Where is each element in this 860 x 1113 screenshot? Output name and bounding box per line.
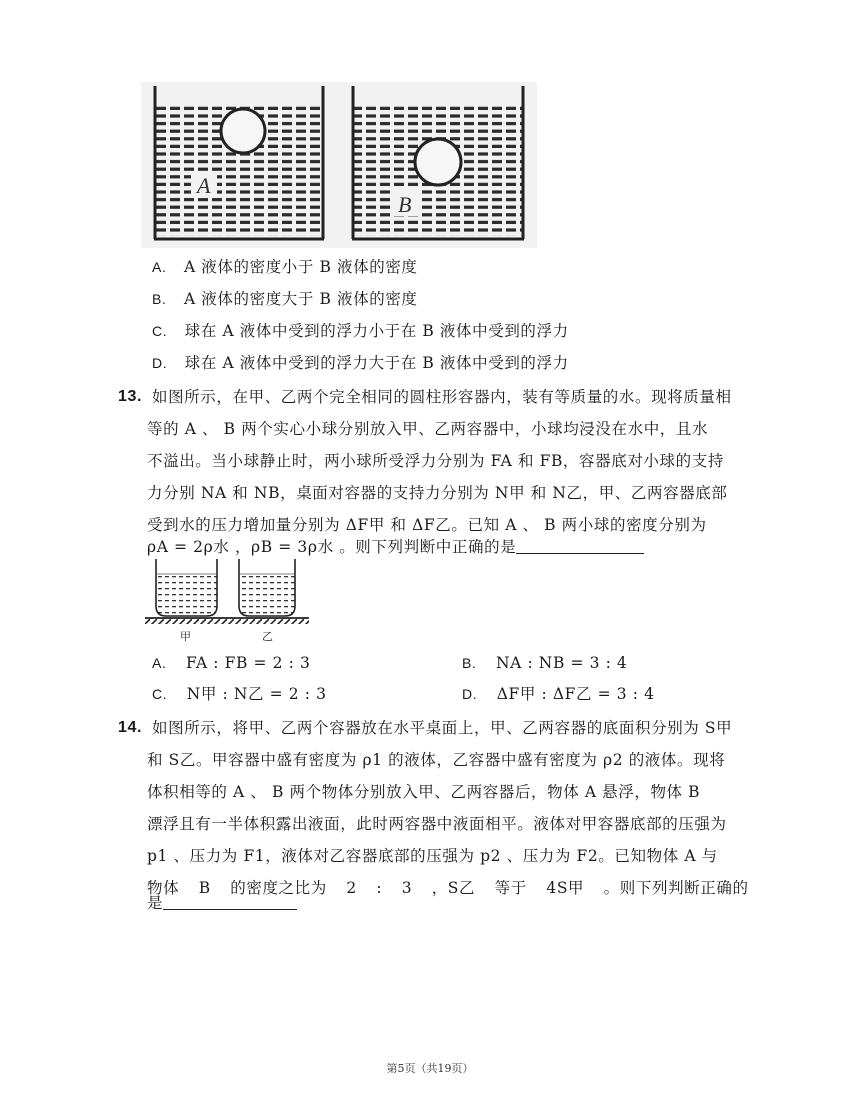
q12-option-a[interactable] (152, 250, 418, 284)
q13-option-a[interactable] (152, 646, 310, 680)
q14-line-5: p1 、压力为 F1，液体对乙容器底部的压强为 p2 、压力为 F2。已知物体 A 与 (147, 847, 718, 865)
answer-blank[interactable] (163, 891, 297, 910)
q13-line-1: 如图所示，在甲、乙两个完全相同的圆柱形容器内，装有等质量的水。现将质量相 (152, 388, 732, 406)
option-text: 球在 A 液体中受到的浮力小于在 B 液体中受到的浮力 (184, 322, 569, 340)
q14-line-7-text: 是 (147, 894, 164, 912)
figure-two-containers-with-balls (141, 82, 537, 248)
table-surface (145, 618, 309, 624)
q13-line-2: 等的 A 、 B 两个实心小球分别放入甲、乙两容器中，小球均浸没在水中，且水 (147, 420, 709, 438)
option-label: A. (152, 259, 167, 275)
option-text: A 液体的密度小于 B 液体的密度 (183, 258, 418, 276)
figure-jia-yi-containers (143, 556, 311, 644)
q14-line-3: 体积相等的 A 、 B 两个物体分别放入甲、乙两容器后，物体 A 悬浮，物体 B (147, 783, 701, 801)
label-b: B (398, 192, 412, 217)
q13-line-4: 力分别 NA 和 NB，桌面对容器的支持力分别为 N甲 和 N乙，甲、乙两容器底部 (147, 484, 728, 502)
q14-line-2: 和 S乙。甲容器中盛有密度为 ρ1 的液体，乙容器中盛有密度为 ρ2 的液体。现将 (147, 751, 726, 769)
q14-line-7 (147, 886, 297, 920)
q12-option-c[interactable] (152, 314, 569, 348)
label-jia: 甲 (180, 630, 191, 643)
option-label: A. (152, 655, 167, 671)
q13-number: 13. (118, 388, 143, 405)
q13-line-5: 受到水的压力增加量分别为 ΔF甲 和 ΔF乙。已知 A 、 B 两小球的密度分别为 (147, 516, 707, 534)
label-a: A (197, 173, 211, 198)
option-text: NA : NB = 3 : 4 (495, 654, 628, 672)
option-text: ΔF甲 : ΔF乙 = 3 : 4 (496, 685, 655, 703)
q12-option-d[interactable] (152, 346, 569, 380)
option-text: N甲 : N乙 = 2 : 3 (186, 685, 327, 703)
option-label: D. (152, 355, 168, 371)
container-a (154, 86, 324, 239)
q14-number: 14. (118, 719, 143, 736)
option-text: A 液体的密度大于 B 液体的密度 (183, 290, 418, 308)
container-jia (156, 559, 217, 616)
container-b (352, 86, 524, 239)
q12-option-b[interactable] (152, 282, 418, 316)
answer-blank[interactable] (516, 535, 644, 554)
option-label: C. (152, 686, 168, 702)
q13-line-6-text: ρA = 2ρ水 ，ρB = 3ρ水 。则下列判断中正确的是 (147, 538, 517, 556)
q14-line-6: 物体 B 的密度之比为 2 : 3 ，S乙 等于 4S甲 。则下列判断正确的 (147, 879, 749, 897)
q13-option-b[interactable] (462, 646, 627, 680)
option-text: FA : FB = 2 : 3 (185, 654, 311, 672)
option-label: C. (152, 323, 168, 339)
q14-line-1: 如图所示，将甲、乙两个容器放在水平桌面上，甲、乙两容器的底面积分别为 S甲 (152, 719, 733, 737)
q14-line-4: 漂浮且有一半体积露出液面，此时两容器中液面相平。液体对甲容器底部的压强为 (147, 815, 727, 833)
page-footer: 第5页（共19页） (386, 1062, 474, 1075)
option-label: B. (152, 291, 167, 307)
label-yi: 乙 (262, 630, 273, 643)
option-label: B. (462, 655, 477, 671)
q13-line-3: 不溢出。当小球静止时，两小球所受浮力分别为 FA 和 FB，容器底对小球的支持 (147, 452, 724, 470)
q13-option-d[interactable] (462, 677, 655, 711)
container-yi (239, 559, 295, 616)
q13-option-c[interactable] (152, 677, 327, 711)
option-label: D. (462, 686, 478, 702)
option-text: 球在 A 液体中受到的浮力大于在 B 液体中受到的浮力 (184, 354, 569, 372)
